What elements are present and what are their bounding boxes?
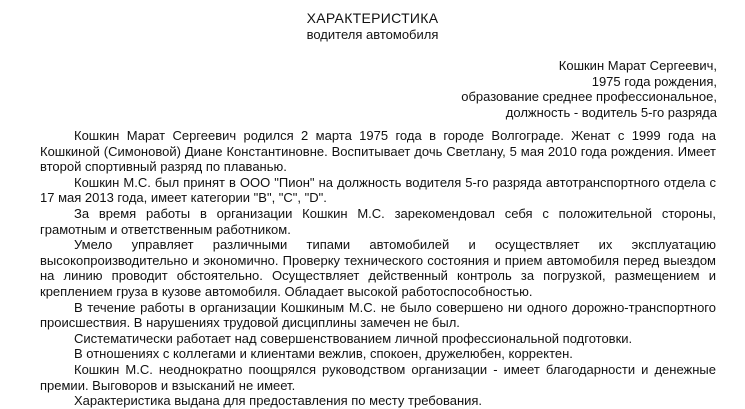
paragraph-safety-record: В течение работы в организации Кошкиным М.С. не было совершено ни одного дорожно-транспортного происшествия. В нарушениях трудовой дисциплины замечен не был.: [40, 299, 716, 331]
document-body: [40, 128, 716, 409]
paragraph-biography: Кошкин Марат Сергеевич родился 2 марта 1975 года в городе Волгограде. Женат с 1999 года на Кошкиной (Симоновой) Диане Константиновне. Воспитывает дочь Светлану, 5 мая 2010 года рождения. Имеет второй спортивный разряд по плаванью.: [40, 128, 716, 175]
paragraph-reputation: За время работы в организации Кошкин М.С. зарекомендовал себя с положительной стороны, грамотным и ответственным работником.: [40, 205, 716, 237]
paragraph-purpose: Характеристика выдана для предоставления по месту требования.: [74, 393, 483, 409]
person-name: Кошкин Марат Сергеевич,: [558, 58, 717, 73]
person-education: образование среднее профессиональное,: [461, 89, 717, 104]
person-info-block: [461, 58, 717, 120]
paragraph-relations: В отношениях с коллегами и клиентами вежлив, спокоен, дружелюбен, корректен.: [74, 346, 573, 362]
person-position: должность - водитель 5-го разряда: [505, 104, 717, 120]
paragraph-training: Систематически работает над совершенствованием личной профессиональной подготовки.: [74, 330, 633, 346]
paragraph-awards: Кошкин М.С. неоднократно поощрялся руководством организации - имеет благодарности и денежные премии. Выговоров и взысканий не имеет.: [40, 361, 716, 393]
paragraph-employment: Кошкин М.С. был принят в ООО "Пион" на должность водителя 5-го разряда автотранспортного отдела с 17 мая 2013 года, имеет категории "B", "C", "D".: [40, 174, 716, 206]
person-birth-year: 1975 года рождения,: [591, 73, 717, 89]
document-subtitle: водителя автомобиля: [306, 27, 439, 42]
document-title: ХАРАКТЕРИСТИКА: [306, 10, 439, 26]
paragraph-skills: Умело управляет различными типами автомобилей и осуществляет их эксплуатацию высокопроизводительно и экономично. Проверку технического состояния и прием автомобиля перед выездом на линию проводит обстоятельно. Осуществляет действенный контроль за погрузкой, размещением и креплением груза в кузове автомобиля. Обладает высокой работоспособностью.: [40, 237, 716, 299]
